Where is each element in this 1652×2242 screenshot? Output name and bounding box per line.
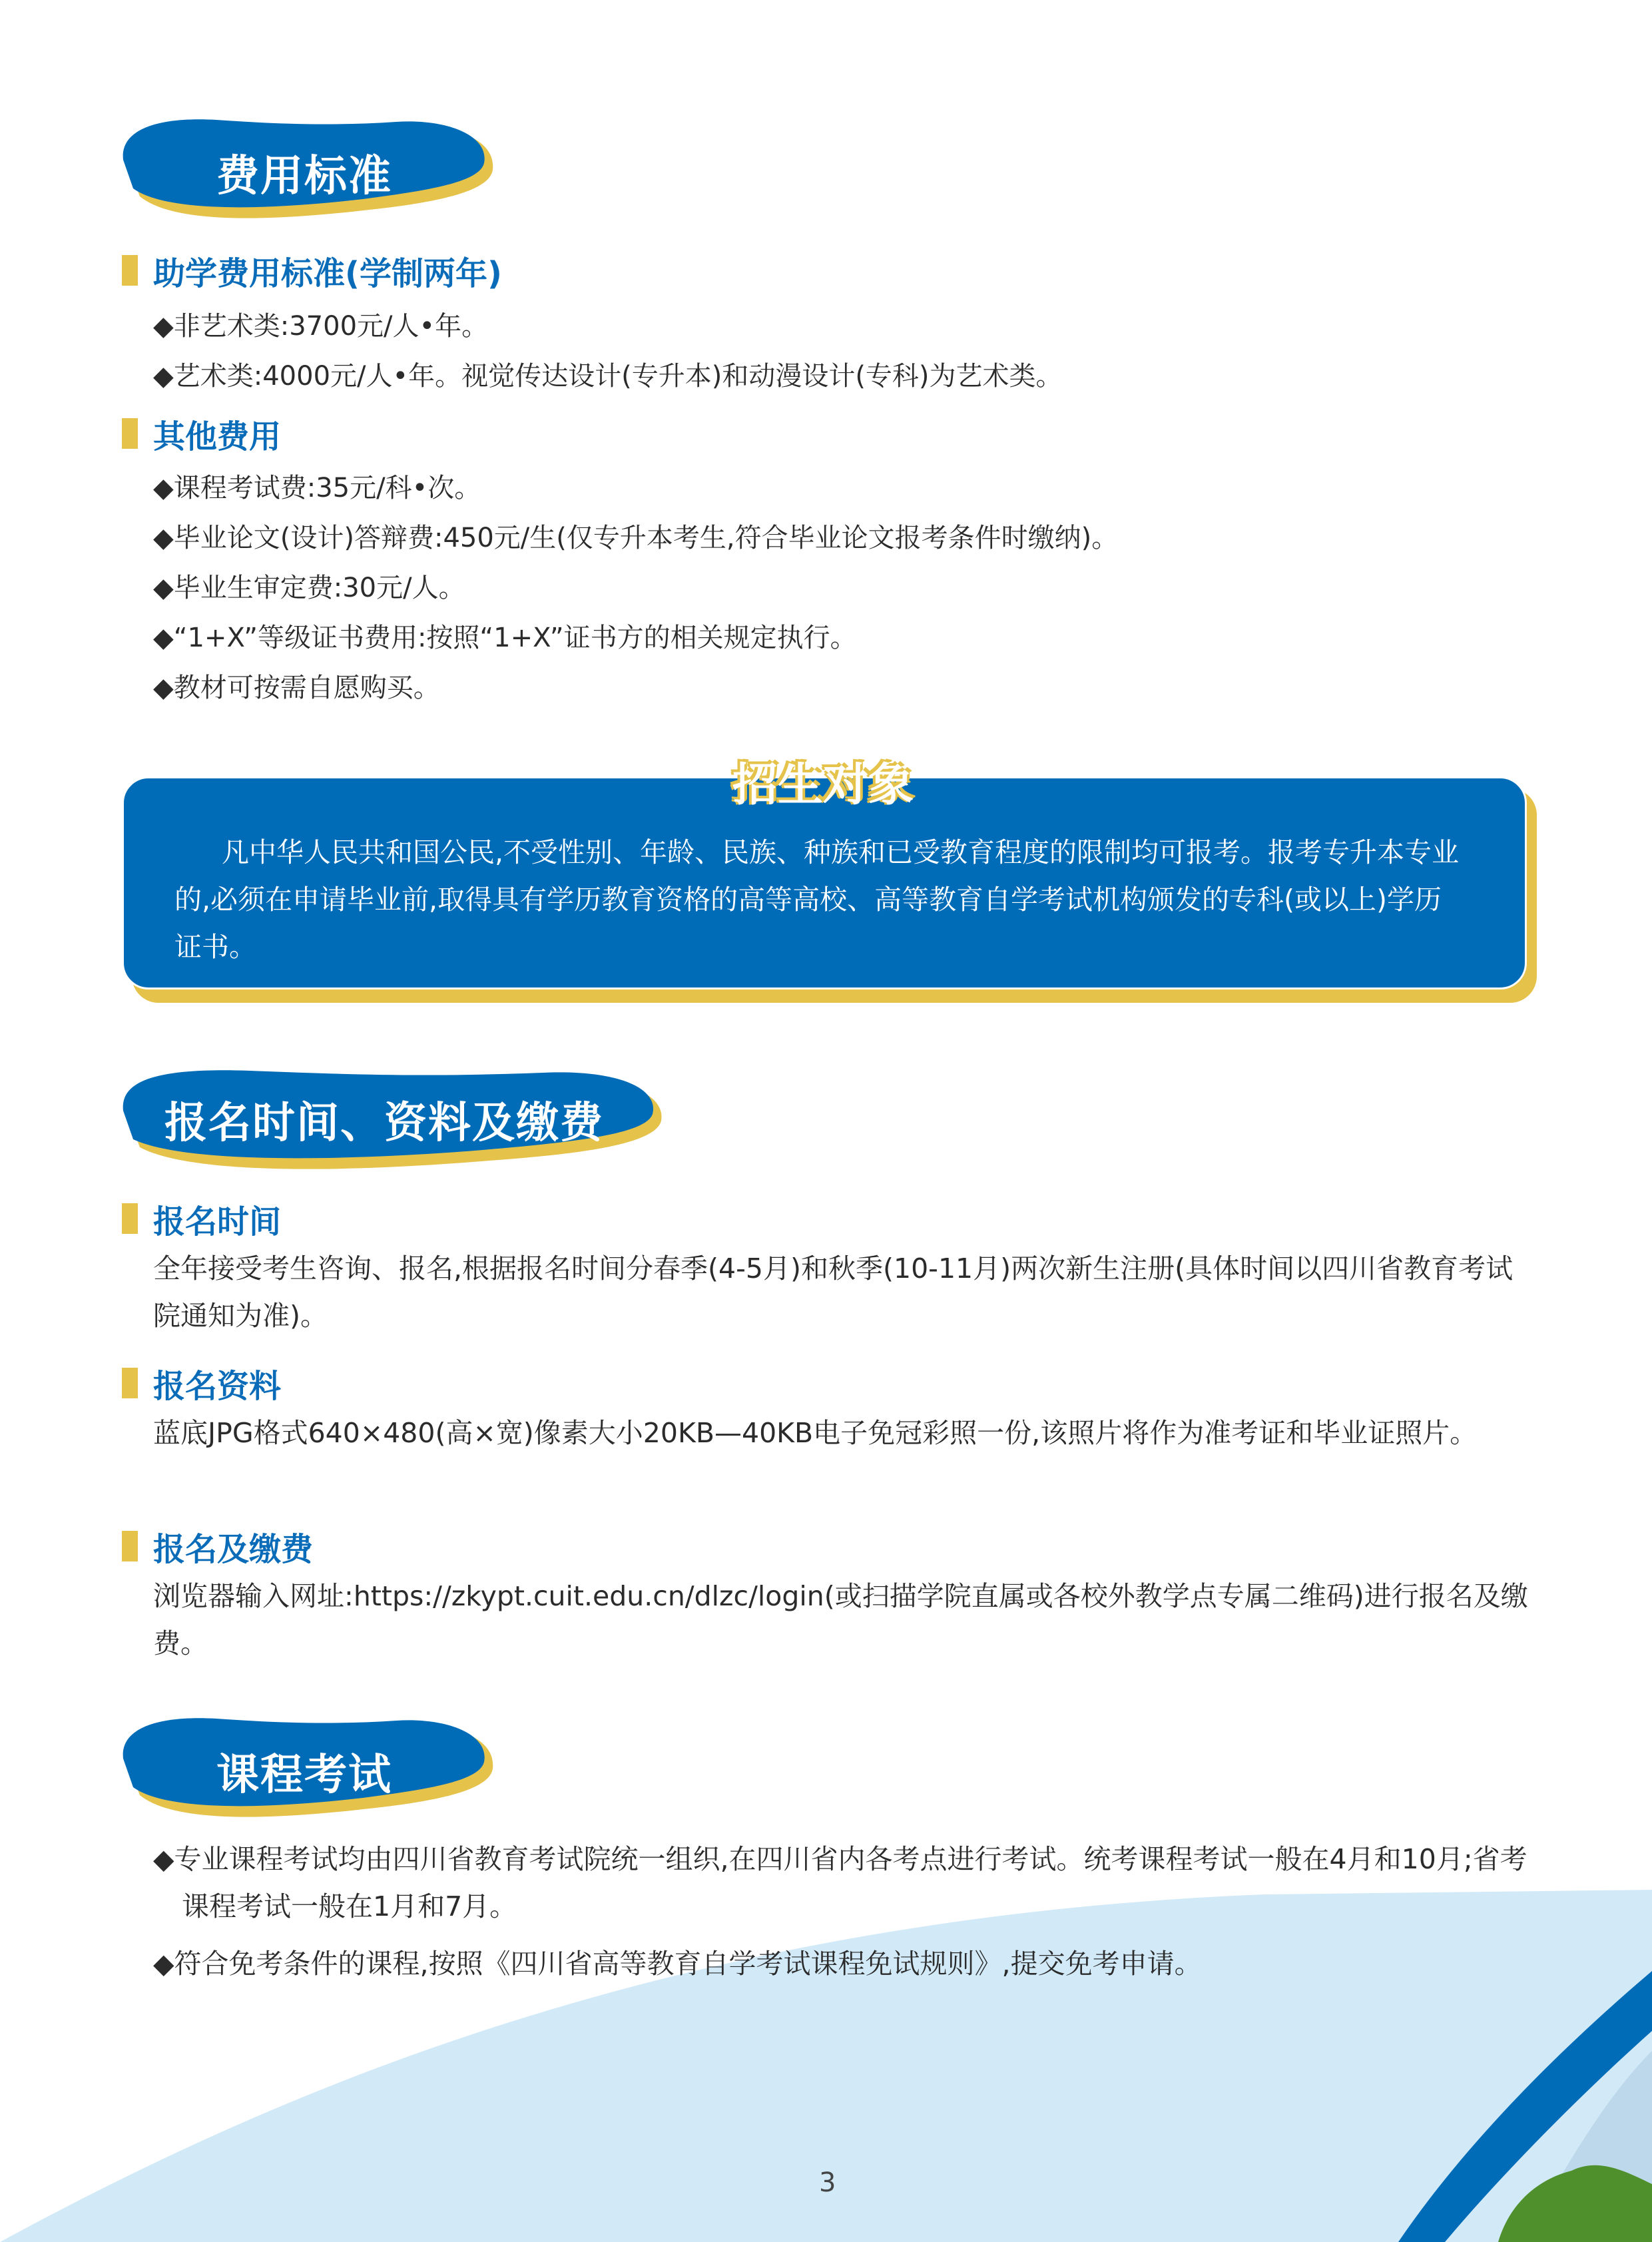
list-item: ◆毕业论文(设计)答辩费:450元/生(仅专升本考生,符合毕业论文报考条件时缴纳)。 — [153, 523, 1119, 553]
list-item: ◆教材可按需自愿购买。 — [153, 673, 440, 703]
section-title: 费用标准 — [216, 152, 392, 201]
page-number: 3 — [819, 2167, 836, 2198]
subheading-text: 其他费用 — [153, 418, 282, 455]
yellow-bar-icon — [122, 1531, 138, 1561]
yellow-bar-icon — [122, 418, 138, 449]
subheading-registration-time — [122, 1199, 281, 1239]
section-header-registration — [117, 1067, 669, 1174]
subheading-text: 助学费用标准(学制两年) — [153, 254, 502, 292]
subheading-registration-payment — [122, 1526, 313, 1566]
paragraph: 蓝底JPG格式640×480(高×宽)像素大小20KB—40KB电子免冠彩照一份,该照片将作为准考证和毕业证照片。 — [153, 1417, 1478, 1449]
section-header-exams — [117, 1715, 503, 1822]
list-item: ◆专业课程考试均由四川省教育考试院统一组织,在四川省内各考点进行考试。统考课程考试一般在4月和10月;省考课程考试一般在1月和7月。 — [153, 1843, 1527, 1922]
yellow-bar-icon — [122, 1203, 138, 1234]
list-item: ◆艺术类:4000元/人•年。视觉传达设计(专升本)和动漫设计(专科)为艺术类。 — [153, 361, 1063, 392]
list-item: ◆“1+X”等级证书费用:按照“1+X”证书方的相关规定执行。 — [153, 623, 857, 653]
section-title: 报名时间、资料及缴费 — [164, 1099, 604, 1148]
yellow-bar-icon — [122, 1368, 138, 1398]
subheading-tuition — [122, 250, 502, 290]
yellow-bar-icon — [122, 255, 138, 286]
subheading-text: 报名及缴费 — [153, 1530, 314, 1568]
paragraph: 全年接受考生咨询、报名,根据报名时间分春季(4-5月)和秋季(10-11月)两次新生注册(具体时间以四川省教育考试院通知为准)。 — [153, 1253, 1514, 1332]
paragraph: 浏览器输入网址:https://zkypt.cuit.edu.cn/dlzc/login(或扫描学院直属或各校外教学点专属二维码)进行报名及缴费。 — [153, 1580, 1528, 1659]
section-header-fees — [117, 117, 503, 223]
subheading-other-fees — [122, 414, 281, 453]
list-item: ◆非艺术类:3700元/人•年。 — [153, 311, 489, 342]
subheading-registration-materials — [122, 1363, 281, 1403]
list-item: ◆符合免考条件的课程,按照《四川省高等教育自学考试课程免试规则》,提交免考申请。 — [153, 1948, 1202, 1980]
list-item: ◆毕业生审定费:30元/人。 — [153, 573, 465, 603]
eligibility-title: 招生对象 — [732, 759, 914, 812]
list-item: ◆课程考试费:35元/科•次。 — [153, 473, 481, 503]
subheading-text: 报名时间 — [153, 1203, 282, 1241]
section-title: 课程考试 — [216, 1751, 392, 1800]
eligibility-text: 凡中华人民共和国公民,不受性别、年龄、民族、种族和已受教育程度的限制均可报考。报考专升本专业的,必须在申请毕业前,取得具有学历教育资格的高等高校、高等教育自学考试机构颁发的专科(或以上)学历证书。 — [174, 836, 1460, 963]
subheading-text: 报名资料 — [153, 1367, 282, 1405]
